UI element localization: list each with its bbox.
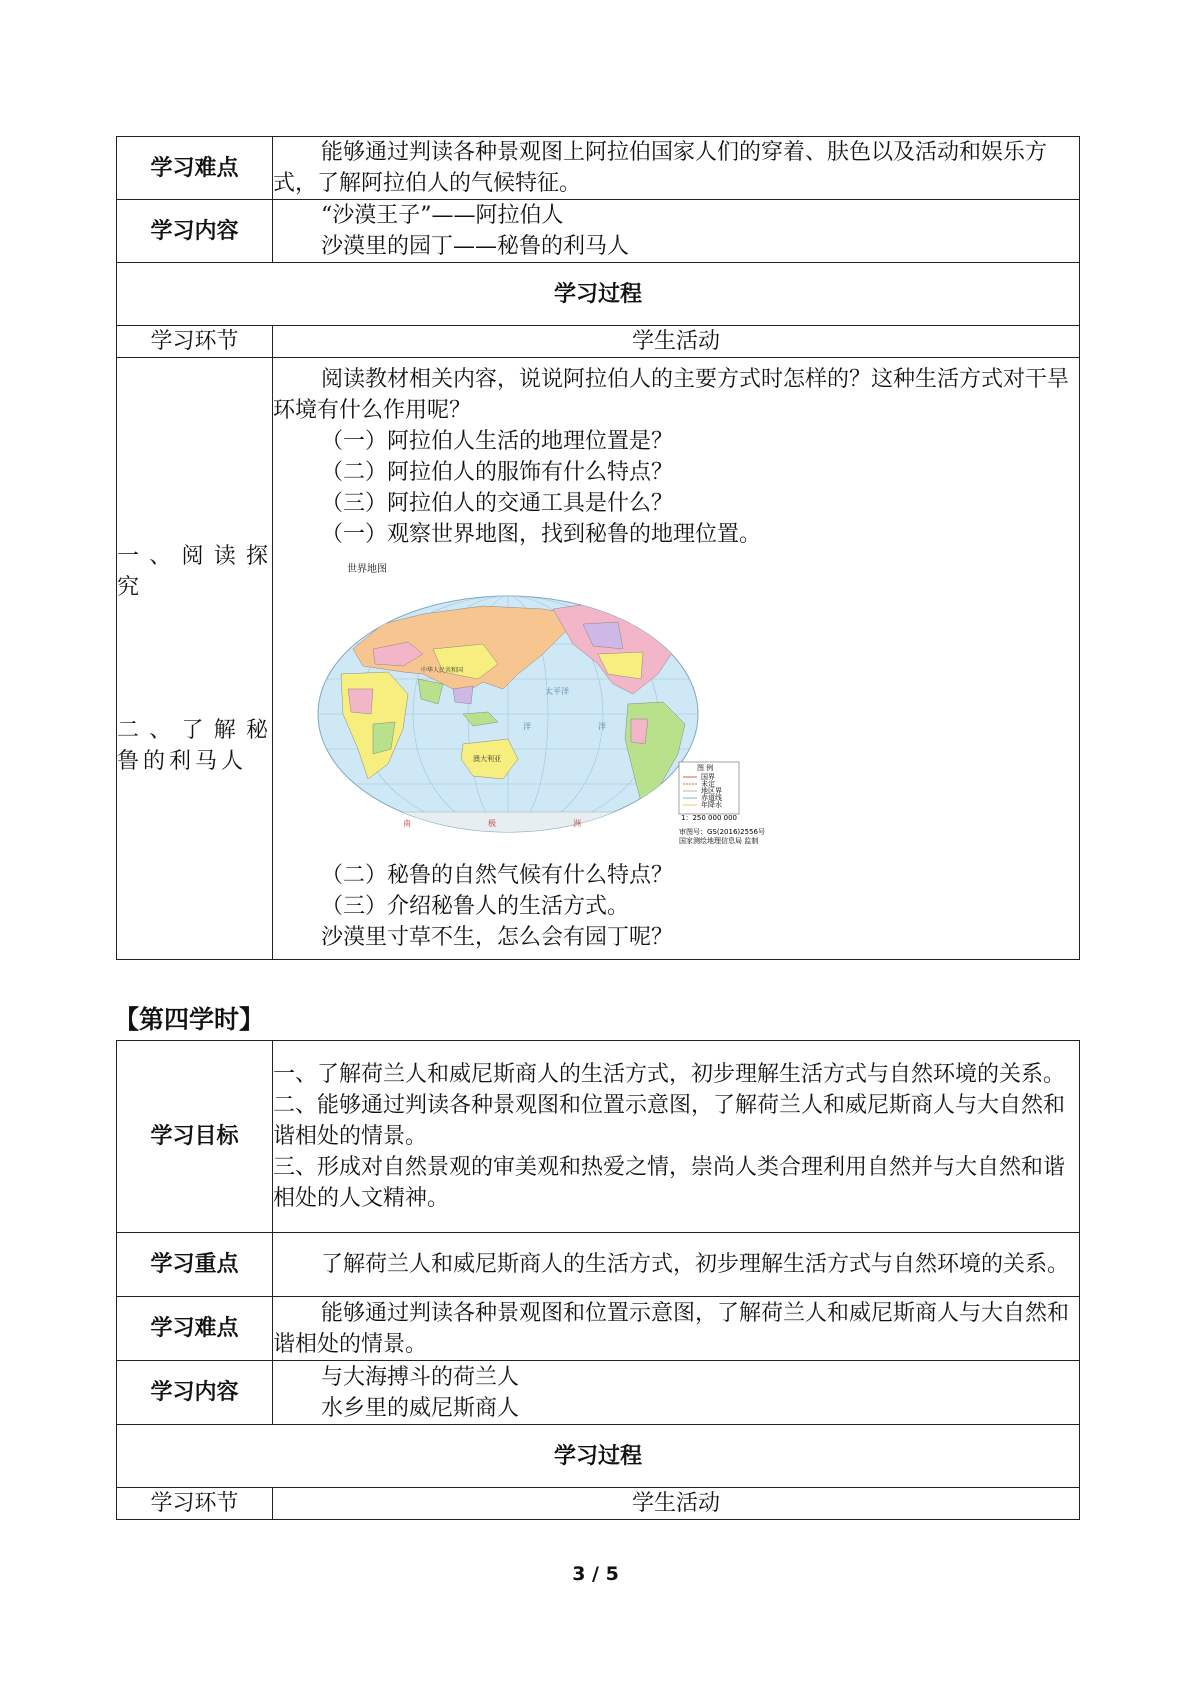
content-cell xyxy=(273,200,1080,263)
activity-p4: 沙漠里寸草不生，怎么会有园丁呢？ xyxy=(321,925,674,950)
row-difficulty xyxy=(117,137,1080,200)
lesson-table-3 xyxy=(116,136,1080,960)
map-label-china: 中华人民共和国 xyxy=(421,667,464,674)
legend-title: 图 例 xyxy=(697,764,714,772)
row-content xyxy=(117,200,1080,263)
legend-item: 未定 xyxy=(701,780,715,788)
col-activity-header-2: 学生活动 xyxy=(273,1488,1080,1520)
map-label-australia: 澳大利亚 xyxy=(473,755,501,763)
content-line: 与大海搏斗的荷兰人 xyxy=(321,1364,520,1390)
content-line: 沙漠里的园丁——秘鲁的利马人 xyxy=(321,234,630,259)
activity-p1: （一）观察世界地图，找到秘鲁的地理位置。 xyxy=(321,522,762,547)
map-label-continent: 洲 xyxy=(573,819,581,828)
page-number: 3 / 5 xyxy=(572,1563,619,1585)
map-label-ocean-right: 洋 xyxy=(598,722,606,731)
row-process-title xyxy=(117,263,1080,326)
row-column-headers-2 xyxy=(117,1488,1080,1520)
activity-q3: （三）阿拉伯人的交通工具是什么？ xyxy=(321,491,674,516)
activity-p2: （二）秘鲁的自然气候有什么特点？ xyxy=(321,863,674,888)
content-line: “沙漠王子”——阿拉伯人 xyxy=(321,203,564,228)
map-label-pacific: 太平洋 xyxy=(545,687,569,696)
key-label: 学习重点 xyxy=(117,1233,273,1297)
map-scale: 1：250 000 000 xyxy=(681,814,737,822)
goal-label: 学习目标 xyxy=(117,1041,273,1233)
world-map xyxy=(313,554,773,854)
map-label-pole: 极 xyxy=(488,819,496,828)
goal-line: 二、能够通过判读各种景观图和位置示意图，了解荷兰人和威尼斯商人与大自然和谐相处的情景。 xyxy=(273,1093,1066,1149)
difficulty-label: 学习难点 xyxy=(117,137,273,200)
legend-item: 年降水 xyxy=(701,801,722,809)
lesson-table-4 xyxy=(116,1040,1080,1520)
row-process-title-2 xyxy=(117,1425,1080,1488)
process-title: 学习过程 xyxy=(117,263,1080,326)
step-2: 二、了解秘鲁的利马人 xyxy=(117,717,272,774)
map-label-ocean-left: 洋 xyxy=(523,722,531,731)
map-legend xyxy=(679,762,739,822)
col-step-header-2: 学习环节 xyxy=(117,1488,273,1520)
content-label-2: 学习内容 xyxy=(117,1361,273,1425)
activity-p3: （三）介绍秘鲁人的生活方式。 xyxy=(321,894,630,919)
legend-item: 赤道线 xyxy=(701,794,722,802)
map-publisher: 国家测绘地理信息局 监制 xyxy=(679,837,759,845)
content-label: 学习内容 xyxy=(117,200,273,263)
step-cell xyxy=(117,358,273,960)
row-column-headers xyxy=(117,326,1080,358)
step-1: 一、阅读探究 xyxy=(117,543,272,600)
goal-cell xyxy=(273,1041,1080,1233)
col-activity-header: 学生活动 xyxy=(273,326,1080,358)
process-title-2: 学习过程 xyxy=(117,1425,1080,1488)
difficulty-label-2: 学习难点 xyxy=(117,1297,273,1361)
activity-cell xyxy=(273,358,1080,960)
content-line: 水乡里的威尼斯商人 xyxy=(321,1395,520,1421)
activity-intro: 阅读教材相关内容，说说阿拉伯人的主要方式时怎样的？这种生活方式对干旱环境有什么作用呢？ xyxy=(273,367,1070,423)
map-label-south: 南 xyxy=(403,819,411,828)
row-content-2 xyxy=(117,1361,1080,1425)
map-review-number: 审图号：GS(2016)2556号 xyxy=(679,828,765,836)
key-text: 了解荷兰人和威尼斯商人的生活方式，初步理解生活方式与自然环境的关系。 xyxy=(273,1233,1080,1297)
map-title: 世界地图 xyxy=(347,564,387,575)
content-cell-2 xyxy=(273,1361,1080,1425)
activity-q2: （二）阿拉伯人的服饰有什么特点？ xyxy=(321,460,674,485)
row-key xyxy=(117,1233,1080,1297)
difficulty-text: 能够通过判读各种景观图上阿拉伯国家人们的穿着、肤色以及活动和娱乐方式，了解阿拉伯人的气候特征。 xyxy=(273,137,1080,200)
row-difficulty-2 xyxy=(117,1297,1080,1361)
row-goal xyxy=(117,1041,1080,1233)
session-title: 【第四学时】 xyxy=(114,1005,265,1034)
legend-item: 地区界 xyxy=(701,787,722,795)
activity-q1: （一）阿拉伯人生活的地理位置是？ xyxy=(321,429,674,454)
goal-line: 三、形成对自然景观的审美观和热爱之情，崇尚人类合理利用自然并与大自然和谐相处的人文精神。 xyxy=(273,1155,1066,1211)
world-map-figure xyxy=(313,554,773,854)
row-activities xyxy=(117,358,1080,960)
legend-item: 国界 xyxy=(701,773,715,781)
goal-line: 一、了解荷兰人和威尼斯商人的生活方式，初步理解生活方式与自然环境的关系。 xyxy=(273,1062,1066,1087)
col-step-header: 学习环节 xyxy=(117,326,273,358)
difficulty-text-2: 能够通过判读各种景观图和位置示意图，了解荷兰人和威尼斯商人与大自然和谐相处的情景。 xyxy=(273,1297,1080,1361)
